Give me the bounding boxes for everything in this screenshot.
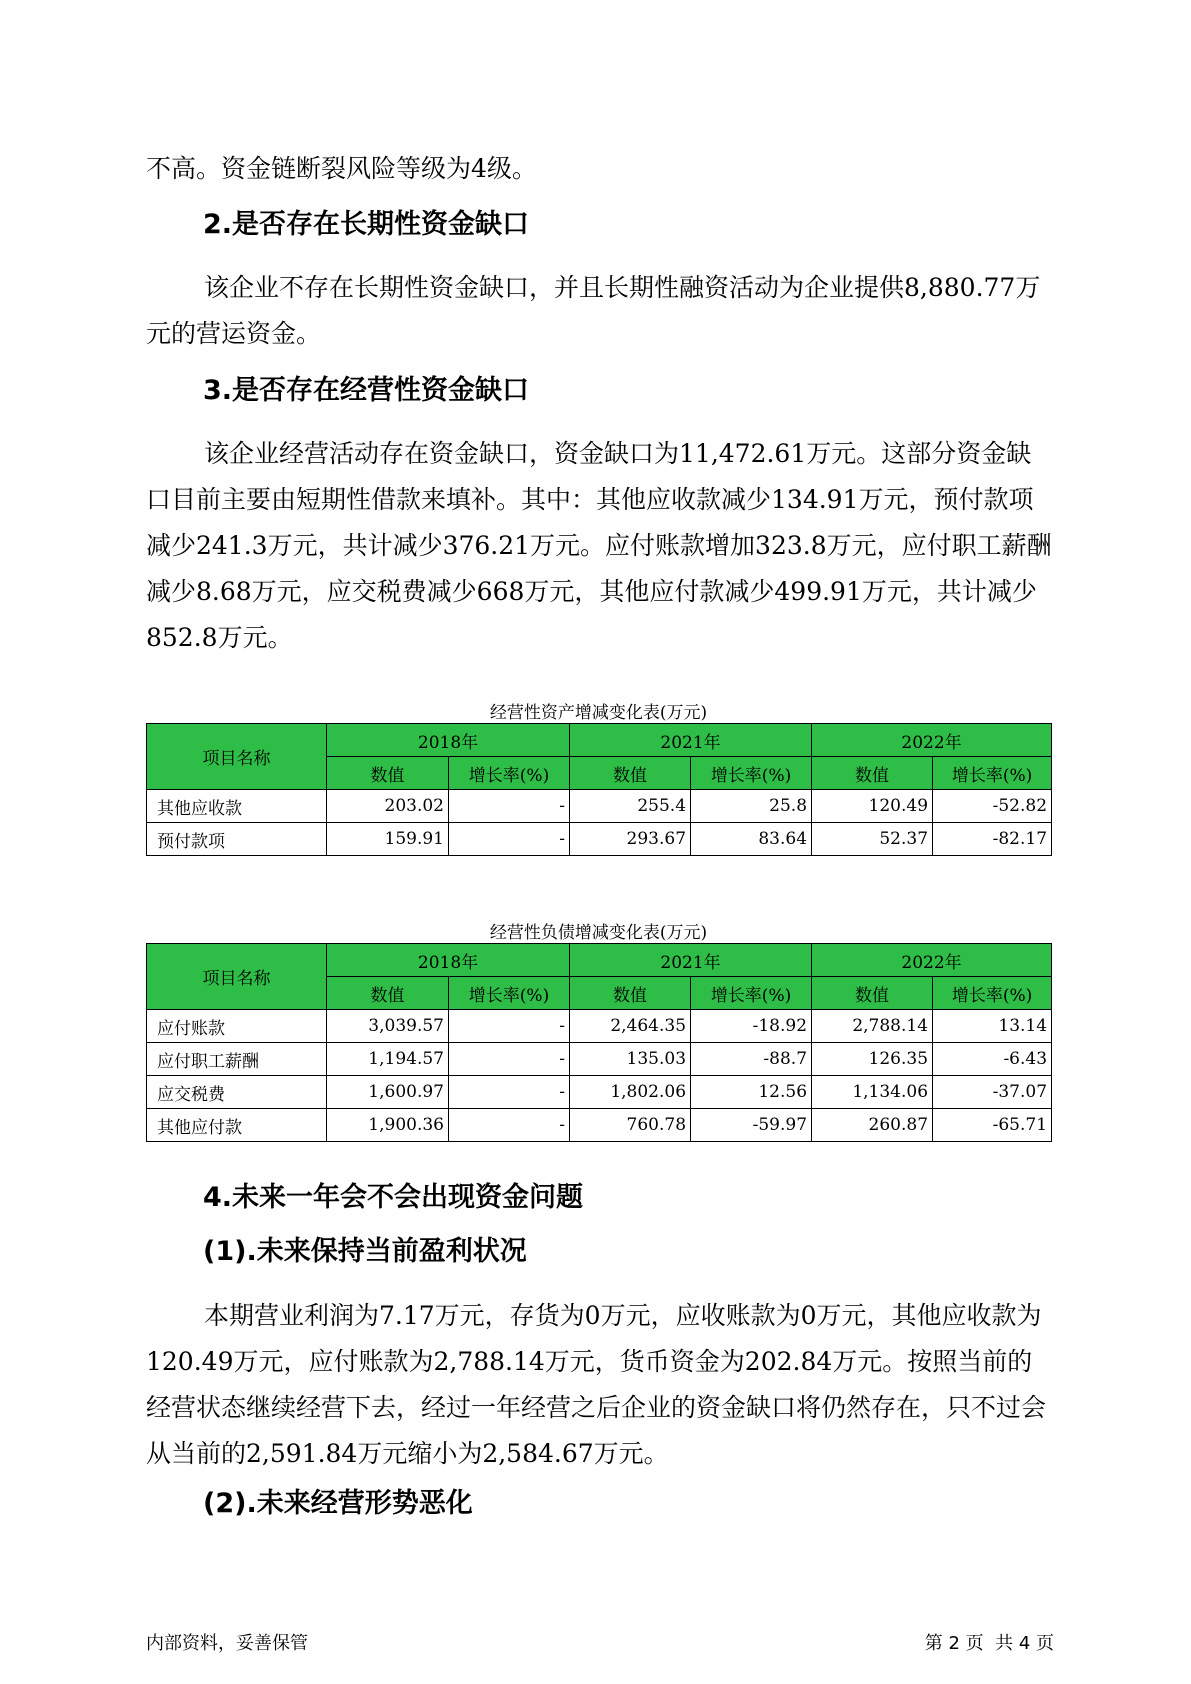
table-row (147, 1010, 1052, 1043)
paragraph-long-term-gap: 该企业不存在长期性资金缺口，并且长期性融资活动为企业提供8,880.77万元的营运资金。 (146, 273, 1041, 348)
table-cell: -18.92 (691, 1010, 812, 1043)
table-cell: 260.87 (812, 1109, 933, 1142)
heading-operating-gap: 3.是否存在经营性资金缺口 (203, 375, 530, 406)
table-row (147, 790, 1052, 823)
liability-table-caption: 经营性负债增减变化表(万元) (489, 923, 708, 943)
table-cell: - (449, 790, 570, 823)
table-cell: 135.03 (570, 1043, 691, 1076)
paragraph-keep-profit: 本期营业利润为7.17万元，存货为0万元，应收账款为0万元，其他应收款为120.49万元，应付账款为2,788.14万元，货币资金为202.84万元。按照当前的经营状态继续经营下去，经过一年经营之后企业的资金缺口将仍然存在，只不过会从当前的2,591.84万元缩小为2,584.67万元。 (146, 1301, 1047, 1468)
table-cell: - (449, 1109, 570, 1142)
table-cell: 126.35 (812, 1043, 933, 1076)
table-cell: -37.07 (933, 1076, 1052, 1109)
asset-change-table (146, 723, 1052, 856)
header-growth: 增长率(%) (449, 757, 570, 790)
table-cell: 3,039.57 (327, 1010, 449, 1043)
table-cell: -6.43 (933, 1043, 1052, 1076)
table-cell: 1,900.36 (327, 1109, 449, 1142)
row-name: 其他应付款 (147, 1109, 327, 1142)
table-cell: 203.02 (327, 790, 449, 823)
header-value: 数值 (570, 977, 691, 1010)
table-cell: 1,802.06 (570, 1076, 691, 1109)
heading-next-year: 4.未来一年会不会出现资金问题 (203, 1182, 584, 1213)
table-cell: - (449, 1043, 570, 1076)
table-cell: 83.64 (691, 823, 812, 856)
table-cell: - (449, 823, 570, 856)
header-growth: 增长率(%) (691, 757, 812, 790)
table-cell: 13.14 (933, 1010, 1052, 1043)
table-cell: 293.67 (570, 823, 691, 856)
header-year-2018: 2018年 (327, 724, 570, 757)
table-cell: -82.17 (933, 823, 1052, 856)
table-cell: 12.56 (691, 1076, 812, 1109)
row-name: 应交税费 (147, 1076, 327, 1109)
heading-keep-profit: (1).未来保持当前盈利状况 (203, 1236, 527, 1267)
table-cell: 159.91 (327, 823, 449, 856)
header-year-2021: 2021年 (570, 724, 812, 757)
heading-worsen: (2).未来经营形势恶化 (203, 1488, 473, 1519)
row-name: 其他应收款 (147, 790, 327, 823)
table-cell: -88.7 (691, 1043, 812, 1076)
table-row (147, 1076, 1052, 1109)
paragraph-risk-level: 不高。资金链断裂风险等级为4级。 (146, 154, 537, 183)
table-cell: -65.71 (933, 1109, 1052, 1142)
asset-table-caption: 经营性资产增减变化表(万元) (489, 703, 708, 723)
header-value: 数值 (570, 757, 691, 790)
table-cell: - (449, 1076, 570, 1109)
row-name: 预付款项 (147, 823, 327, 856)
table-cell: 1,194.57 (327, 1043, 449, 1076)
table-cell: - (449, 1010, 570, 1043)
table-cell: 25.8 (691, 790, 812, 823)
liability-change-table (146, 943, 1052, 1142)
paragraph-operating-gap: 该企业经营活动存在资金缺口，资金缺口为11,472.61万元。这部分资金缺口目前主要由短期性借款来填补。其中：其他应收款减少134.91万元，预付款项减少241.3万元，共计减少376.21万元。应付账款增加323.8万元，应付职工薪酬减少8.68万元，应交税费减少668万元，其他应付款减少499.91万元，共计减少852.8万元。 (146, 439, 1052, 652)
table-row (147, 1109, 1052, 1142)
table-cell: 255.4 (570, 790, 691, 823)
table-cell: -59.97 (691, 1109, 812, 1142)
header-growth: 增长率(%) (933, 977, 1052, 1010)
header-year-2018: 2018年 (327, 944, 570, 977)
header-year-2022: 2022年 (812, 944, 1052, 977)
header-growth: 增长率(%) (691, 977, 812, 1010)
header-value: 数值 (812, 757, 933, 790)
row-name: 应付账款 (147, 1010, 327, 1043)
header-growth: 增长率(%) (933, 757, 1052, 790)
table-cell: 1,134.06 (812, 1076, 933, 1109)
header-item-name: 项目名称 (147, 724, 327, 790)
header-growth: 增长率(%) (449, 977, 570, 1010)
header-value: 数值 (327, 977, 449, 1010)
header-value: 数值 (327, 757, 449, 790)
footer-page-number: 第 2 页 共 4 页 (924, 1633, 1054, 1654)
table-row (147, 823, 1052, 856)
header-value: 数值 (812, 977, 933, 1010)
table-cell: 760.78 (570, 1109, 691, 1142)
table-cell: 120.49 (812, 790, 933, 823)
table-cell: 2,464.35 (570, 1010, 691, 1043)
table-cell: 52.37 (812, 823, 933, 856)
heading-long-term-gap: 2.是否存在长期性资金缺口 (203, 209, 530, 240)
footer-confidential: 内部资料，妥善保管 (146, 1633, 308, 1654)
header-year-2021: 2021年 (570, 944, 812, 977)
row-name: 应付职工薪酬 (147, 1043, 327, 1076)
table-row (147, 1043, 1052, 1076)
table-cell: 1,600.97 (327, 1076, 449, 1109)
table-cell: -52.82 (933, 790, 1052, 823)
header-year-2022: 2022年 (812, 724, 1052, 757)
header-item-name: 项目名称 (147, 944, 327, 1010)
table-cell: 2,788.14 (812, 1010, 933, 1043)
